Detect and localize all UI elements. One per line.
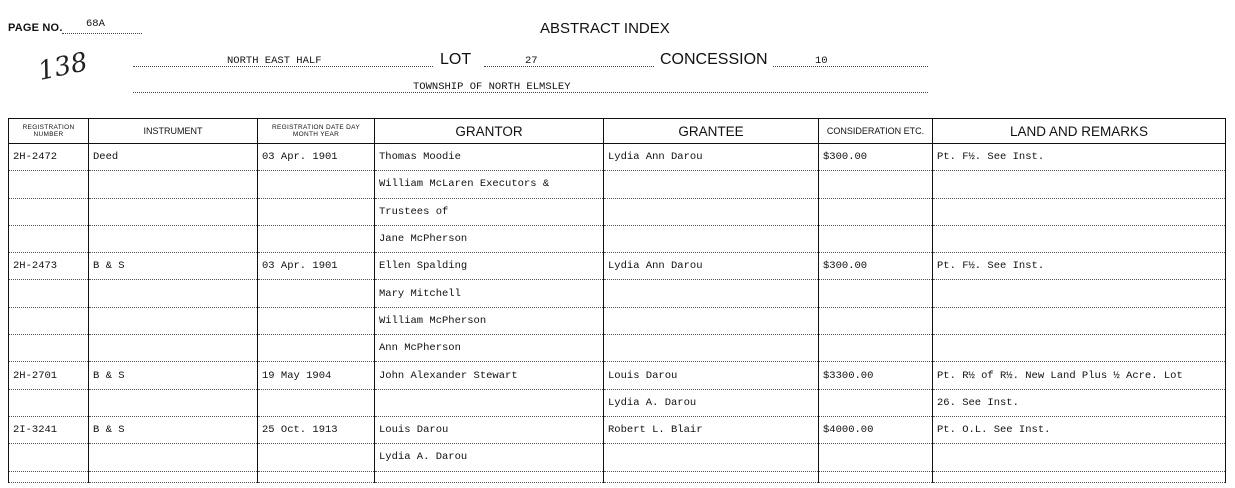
cell-registration-date	[258, 198, 375, 225]
cell-registration-number	[9, 280, 89, 307]
cell-registration-date	[258, 171, 375, 198]
cell-grantor: Ellen Spalding	[375, 253, 604, 280]
cell-land-remarks	[933, 225, 1226, 252]
cell-grantee: Robert L. Blair	[604, 416, 819, 443]
cell-grantee	[604, 307, 819, 334]
cell-consideration: $4000.00	[819, 416, 933, 443]
cell-consideration	[819, 225, 933, 252]
cell-registration-number: 2H-2472	[9, 144, 89, 171]
cell-consideration	[819, 171, 933, 198]
cell-instrument: B & S	[89, 416, 258, 443]
col-grantee: GRANTEE	[604, 119, 819, 144]
col-registration-number: REGISTRATION NUMBER	[9, 119, 89, 144]
cell-instrument: Deed	[89, 144, 258, 171]
table-row	[9, 171, 1226, 198]
cell-consideration: $300.00	[819, 253, 933, 280]
cell-grantor: Louis Darou	[375, 416, 604, 443]
cell-consideration: $300.00	[819, 144, 933, 171]
table-row	[9, 280, 1226, 307]
col-registration-date: REGISTRATION DATE DAY MONTH YEAR	[258, 119, 375, 144]
table-row	[9, 362, 1226, 389]
cell-grantee	[604, 444, 819, 471]
cell-grantee: Louis Darou	[604, 362, 819, 389]
page-no-label: PAGE NO.	[8, 22, 63, 34]
col-consideration: CONSIDERATION ETC.	[819, 119, 933, 144]
cell-grantor	[375, 389, 604, 416]
cell-registration-date	[258, 307, 375, 334]
cell-land-remarks: Pt. F½. See Inst.	[933, 144, 1226, 171]
cell-registration-number	[9, 225, 89, 252]
cell-registration-date: 03 Apr. 1901	[258, 144, 375, 171]
cell-consideration	[819, 444, 933, 471]
cell-registration-number: 2H-2701	[9, 362, 89, 389]
cell-registration-date	[258, 389, 375, 416]
table-row	[9, 389, 1226, 416]
cell-registration-date: 19 May 1904	[258, 362, 375, 389]
cell-registration-number	[9, 198, 89, 225]
cell-grantee	[604, 198, 819, 225]
half-value: NORTH EAST HALF	[227, 55, 322, 67]
cell-land-remarks	[933, 198, 1226, 225]
cell-grantee	[604, 335, 819, 362]
cell-grantee: Lydia Ann Darou	[604, 144, 819, 171]
cell-consideration	[819, 335, 933, 362]
table-row	[9, 335, 1226, 362]
cell-instrument	[89, 335, 258, 362]
table-row	[9, 253, 1226, 280]
cell-consideration	[819, 280, 933, 307]
lot-label: LOT	[440, 51, 472, 68]
table-row	[9, 225, 1226, 252]
cell-empty	[375, 471, 604, 482]
table-row-cut-off	[9, 471, 1226, 482]
cell-registration-number	[9, 444, 89, 471]
cell-consideration	[819, 198, 933, 225]
cell-registration-number	[9, 307, 89, 334]
cell-land-remarks	[933, 444, 1226, 471]
cell-land-remarks: 26. See Inst.	[933, 389, 1226, 416]
cell-empty	[89, 471, 258, 482]
cell-grantor: Ann McPherson	[375, 335, 604, 362]
col-land-remarks: LAND AND REMARKS	[933, 119, 1226, 144]
lot-value: 27	[525, 55, 538, 67]
cell-grantee	[604, 280, 819, 307]
cell-instrument	[89, 389, 258, 416]
cell-instrument: B & S	[89, 362, 258, 389]
page-title: ABSTRACT INDEX	[540, 20, 670, 37]
cell-empty	[258, 471, 375, 482]
abstract-index-table	[8, 118, 1226, 483]
cell-consideration	[819, 307, 933, 334]
cell-registration-number	[9, 171, 89, 198]
cell-instrument: B & S	[89, 253, 258, 280]
cell-grantee	[604, 171, 819, 198]
table-row	[9, 144, 1226, 171]
cell-registration-date: 03 Apr. 1901	[258, 253, 375, 280]
cell-instrument	[89, 280, 258, 307]
cell-registration-date: 25 Oct. 1913	[258, 416, 375, 443]
cell-instrument	[89, 307, 258, 334]
cell-consideration: $3300.00	[819, 362, 933, 389]
cell-empty	[604, 471, 819, 482]
cell-land-remarks: Pt. O.L. See Inst.	[933, 416, 1226, 443]
table-row	[9, 307, 1226, 334]
cell-registration-date	[258, 335, 375, 362]
cell-grantor: Mary Mitchell	[375, 280, 604, 307]
cell-empty	[933, 471, 1226, 482]
handwritten-page-number: 138	[35, 47, 91, 87]
cell-instrument	[89, 444, 258, 471]
cell-instrument	[89, 171, 258, 198]
cell-grantee: Lydia A. Darou	[604, 389, 819, 416]
table-row	[9, 416, 1226, 443]
township-value: TOWNSHIP OF NORTH ELMSLEY	[413, 81, 571, 93]
cell-land-remarks	[933, 171, 1226, 198]
cell-land-remarks: Pt. F½. See Inst.	[933, 253, 1226, 280]
cell-grantor: Lydia A. Darou	[375, 444, 604, 471]
col-grantor: GRANTOR	[375, 119, 604, 144]
cell-grantor: William McLaren Executors &	[375, 171, 604, 198]
column-header-row	[9, 119, 1226, 144]
cell-grantor: William McPherson	[375, 307, 604, 334]
cell-consideration	[819, 389, 933, 416]
cell-grantor: Thomas Moodie	[375, 144, 604, 171]
cell-grantor: John Alexander Stewart	[375, 362, 604, 389]
cell-registration-date	[258, 444, 375, 471]
cell-land-remarks: Pt. R½ of R½. New Land Plus ½ Acre. Lot	[933, 362, 1226, 389]
cell-grantee: Lydia Ann Darou	[604, 253, 819, 280]
cell-empty	[819, 471, 933, 482]
cell-registration-number: 2I-3241	[9, 416, 89, 443]
cell-land-remarks	[933, 335, 1226, 362]
cell-instrument	[89, 198, 258, 225]
cell-instrument	[89, 225, 258, 252]
concession-label: CONCESSION	[660, 51, 768, 68]
cell-land-remarks	[933, 307, 1226, 334]
cell-land-remarks	[933, 280, 1226, 307]
concession-value: 10	[815, 55, 828, 67]
cell-registration-date	[258, 225, 375, 252]
cell-grantee	[604, 225, 819, 252]
col-instrument: INSTRUMENT	[89, 119, 258, 144]
table-row	[9, 444, 1226, 471]
cell-registration-number	[9, 335, 89, 362]
table-row	[9, 198, 1226, 225]
cell-registration-date	[258, 280, 375, 307]
cell-registration-number: 2H-2473	[9, 253, 89, 280]
cell-grantor: Jane McPherson	[375, 225, 604, 252]
page-no-value: 68A	[86, 18, 105, 30]
cell-grantor: Trustees of	[375, 198, 604, 225]
cell-empty	[9, 471, 89, 482]
cell-registration-number	[9, 389, 89, 416]
